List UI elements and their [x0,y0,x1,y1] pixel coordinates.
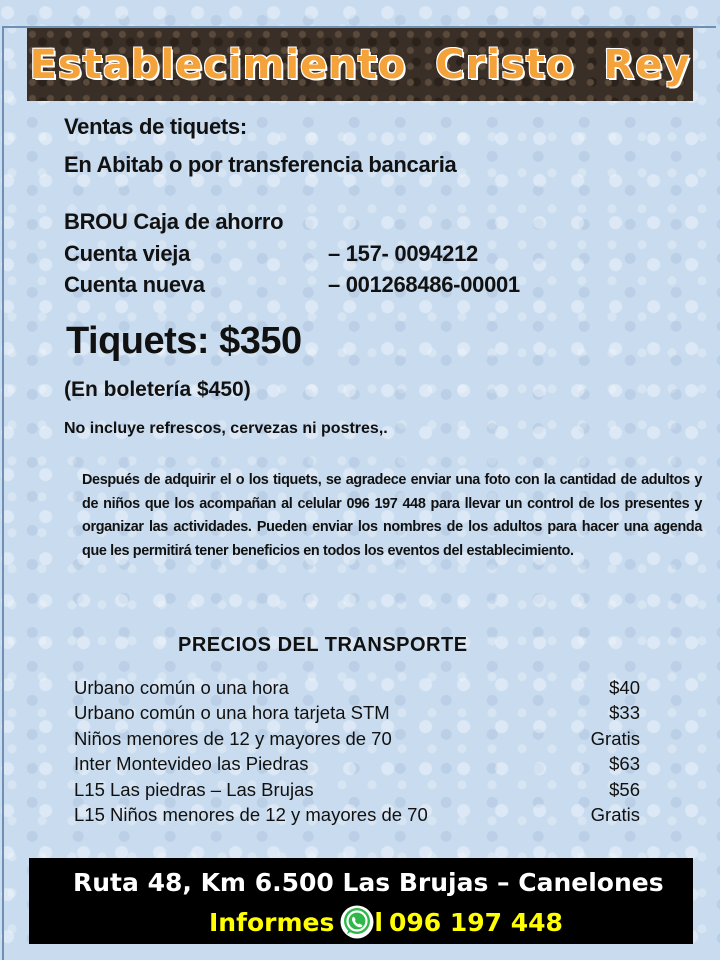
transport-label: Urbano común o una hora [74,677,289,698]
footer-banner [29,858,693,944]
header-banner [27,28,693,101]
transport-row [74,753,640,775]
transport-price: Gratis [590,728,640,749]
whatsapp-icon [340,905,374,939]
transport-label: Niños menores de 12 y mayores de 70 [74,728,392,749]
transport-row [74,804,640,826]
transport-price: $40 [609,677,640,698]
ticket-price: Tiquets: $350 [66,320,302,362]
box-office-price: (En boletería $450) [64,378,251,401]
transport-label: L15 Las piedras – Las Brujas [74,779,314,800]
account-number: – 157- 0094212 [328,241,478,266]
account-number: – 001268486-00001 [328,272,520,297]
contact-line [209,905,563,939]
transport-price: Gratis [590,804,640,825]
bank-name: BROU Caja de ahorro [64,209,284,234]
phone-number: 096 197 448 [388,907,563,937]
account-label: Cuenta nueva [64,272,205,297]
info-label: Informes [209,907,335,937]
sales-heading: Ventas de tiquets: [64,114,247,139]
transport-label: Urbano común o una hora tarjeta STM [74,702,390,723]
notice-paragraph: Después de adquirir el o los tiquets, se agradece enviar una foto con la cantidad de adultos y de niños que los acompañan al celular 096 197 448 para llevar un control de los presentes y organizar las actividades. Pueden enviar los nombres de los adultos para hacer una agenda que les permitirá tener beneficios en todos los eventos del establecimiento. [82,472,702,559]
address-text: Ruta 48, Km 6.500 Las Brujas – Canelones [73,868,664,897]
account-label: Cuenta vieja [64,241,191,266]
transport-row [74,779,640,801]
transport-row [74,728,640,750]
page-title: Establecimiento Cristo Rey [29,41,691,88]
transport-row [74,677,640,699]
transport-title: PRECIOS DEL TRANSPORTE [178,634,468,656]
transport-price: $63 [609,753,640,774]
exclusions-note: No incluye refrescos, cervezas ni postres,. [64,420,388,437]
transport-row [74,702,640,724]
transport-label: Inter Montevideo las Piedras [74,753,309,774]
transport-label: L15 Niños menores de 12 y mayores de 70 [74,804,428,825]
sales-method: En Abitab o por transferencia bancaria [64,152,457,177]
transport-price: $33 [609,702,640,723]
info-separator: l [374,907,383,937]
transport-price: $56 [609,779,640,800]
